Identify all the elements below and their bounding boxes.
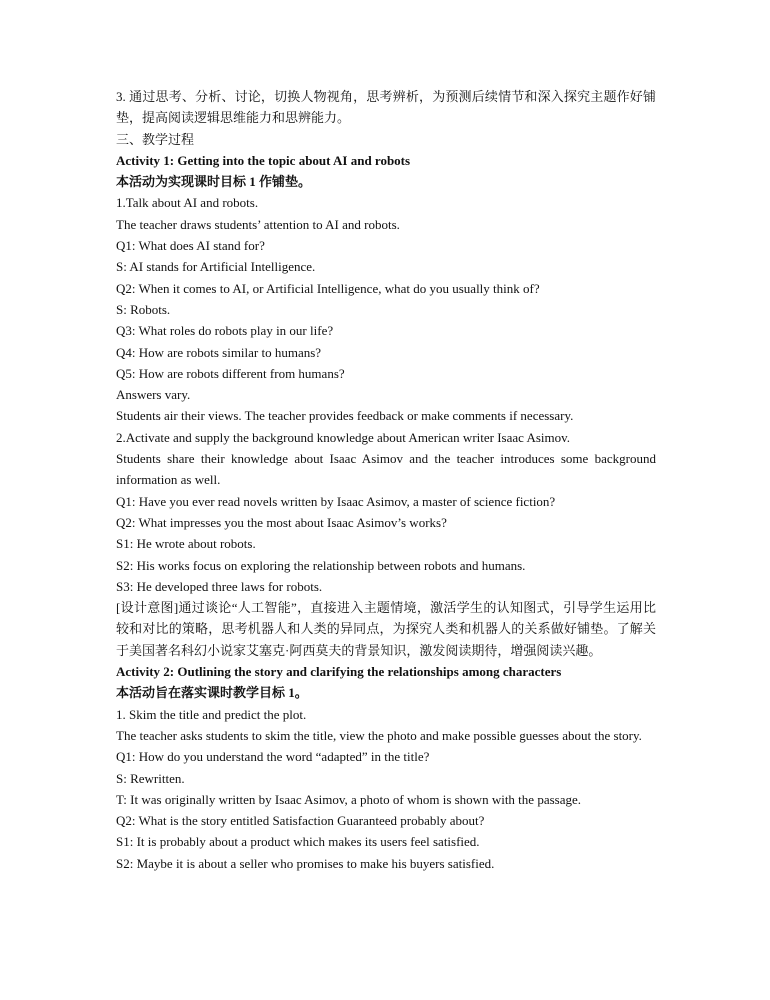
activity-2-goal: 本活动旨在落实课时教学目标 1。 [116,685,308,701]
question-line: Q5: How are robots different from humans? [116,365,345,381]
question-line: Q4: How are robots similar to humans? [116,344,322,360]
answer-line: S2: Maybe it is about a seller who promises to make his buyers satisfied. [116,855,495,871]
design-intent-paragraph: [设计意图]通过谈论“人工智能”，直接进入主题情境，激活学生的认知图式，引导学生运用比较和对比的策略，思考机器人和人类的异同点，为探究人类和机器人的关系做好铺垫。了解关于美国著名科幻小说家艾塞克·阿西莫夫的背景知识，激发阅读期待，增强阅读兴趣。 [116,600,656,658]
text-line: The teacher draws students’ attention to AI and robots. [116,216,400,232]
objective-3-paragraph: 3. 通过思考、分析、讨论，切换人物视角，思考辨析，为预测后续情节和深入探究主题作好铺垫，提高阅读逻辑思维能力和思辨能力。 [116,89,656,126]
question-line: Q1: How do you understand the word “adapted” in the title? [116,749,430,765]
answer-line: S: Robots. [116,301,171,317]
activity-1-goal: 本活动为实现课时目标 1 作铺垫。 [116,174,312,190]
answer-line: S1: It is probably about a product which makes its users feel satisfied. [116,834,480,850]
text-paragraph: The teacher asks students to skim the title, view the photo and make possible guesses about the story. [116,727,642,743]
text-paragraph: Students share their knowledge about Isaac Asimov and the teacher introduces some background information as well. [116,451,656,488]
question-line: Q3: What roles do robots play in our life? [116,323,334,339]
question-line: Q1: What does AI stand for? [116,238,265,254]
question-line: Q2: What impresses you the most about Isaac Asimov’s works? [116,514,447,530]
text-line: Students air their views. The teacher provides feedback or make comments if necessary. [116,408,574,424]
step-1-talk-ai: 1.Talk about AI and robots. [116,195,259,211]
question-line: Q2: What is the story entitled Satisfaction Guaranteed probably about? [116,813,485,829]
activity-1-heading: Activity 1: Getting into the topic about AI and robots [116,152,411,168]
answer-line: S: AI stands for Artificial Intelligence. [116,259,316,275]
answer-line: S: Rewritten. [116,770,185,786]
answer-line: Answers vary. [116,387,191,403]
document-page [116,86,656,874]
section-heading-teaching-process: 三、教学过程 [116,131,195,147]
question-line: Q1: Have you ever read novels written by Isaac Asimov, a master of science fiction? [116,493,556,509]
answer-line: S2: His works focus on exploring the relationship between robots and humans. [116,557,526,573]
step-1-skim-title: 1. Skim the title and predict the plot. [116,706,307,722]
teacher-line: T: It was originally written by Isaac Asimov, a photo of whom is shown with the passage. [116,791,581,807]
question-line: Q2: When it comes to AI, or Artificial Intelligence, what do you usually think of? [116,280,540,296]
answer-line: S3: He developed three laws for robots. [116,578,323,594]
step-2-background: 2.Activate and supply the background knowledge about American writer Isaac Asimov. [116,429,571,445]
answer-line: S1: He wrote about robots. [116,536,256,552]
activity-2-heading: Activity 2: Outlining the story and clarifying the relationships among characters [116,664,562,680]
